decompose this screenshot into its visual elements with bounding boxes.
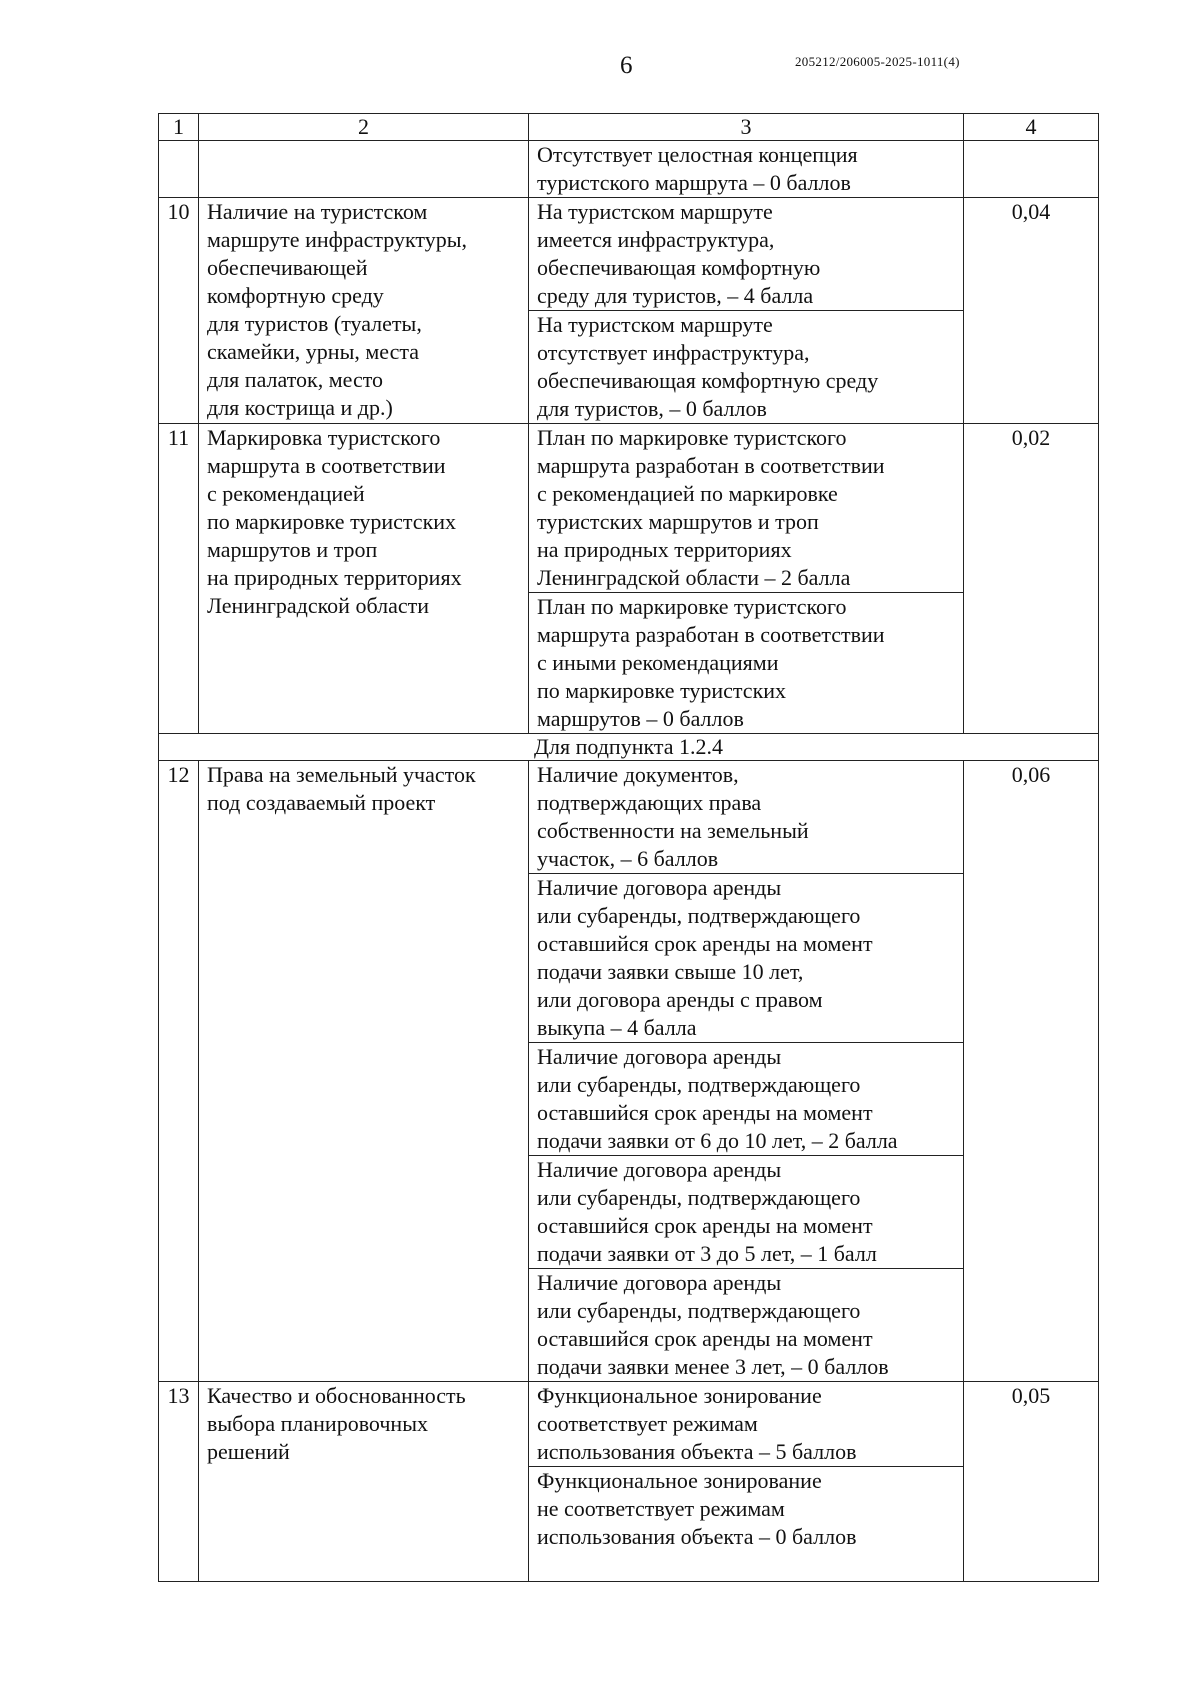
- criterion-line: Права на земельный участок: [207, 762, 476, 787]
- scoring-option: [529, 761, 964, 874]
- continuation-row: [159, 141, 1099, 198]
- criterion-weight: 0,04: [964, 198, 1099, 424]
- criterion-number: 10: [159, 198, 199, 424]
- option-line: Отсутствует целостная концепция: [537, 142, 858, 167]
- section-title: Для подпункта 1.2.4: [159, 734, 1099, 761]
- option-line: оставшийся срок аренды на момент: [537, 931, 873, 956]
- option-line: с иными рекомендациями: [537, 650, 779, 675]
- column-header-4: 4: [964, 114, 1099, 141]
- document-id: 205212/206005-2025-1011(4): [795, 54, 960, 69]
- option-line: оставшийся срок аренды на момент: [537, 1213, 873, 1238]
- option-line: На туристском маршруте: [537, 312, 773, 337]
- criterion-line: маршрутов и троп: [207, 537, 378, 562]
- option-line: Функциональное зонирование: [537, 1468, 822, 1493]
- option-line: с рекомендацией по маркировке: [537, 481, 838, 506]
- option-line: или договора аренды с правом: [537, 987, 823, 1012]
- option-line: использования объекта – 0 баллов: [537, 1524, 857, 1549]
- column-header-1: 1: [159, 114, 199, 141]
- criterion-description: [199, 761, 529, 1382]
- option-line: туристского маршрута – 0 баллов: [537, 170, 851, 195]
- option-line: маршрутов – 0 баллов: [537, 706, 744, 731]
- criterion-line: Ленинградской области: [207, 593, 429, 618]
- section-row: [159, 734, 1099, 761]
- criterion-row: [159, 424, 1099, 593]
- option-line: План по маркировке туристского: [537, 425, 847, 450]
- criterion-weight: 0,06: [964, 761, 1099, 1382]
- option-line: соответствует режимам: [537, 1411, 758, 1436]
- criterion-line: для палаток, место: [207, 367, 384, 392]
- scoring-option: [529, 311, 964, 424]
- criterion-number: 11: [159, 424, 199, 734]
- criterion-line: для кострища и др.): [207, 395, 393, 420]
- option-line: отсутствует инфраструктура,: [537, 340, 810, 365]
- criterion-line: решений: [207, 1439, 290, 1464]
- option-line: имеется инфраструктура,: [537, 227, 775, 252]
- criterion-line: Наличие на туристском: [207, 199, 428, 224]
- option-line: собственности на земельный: [537, 818, 809, 843]
- option-line: использования объекта – 5 баллов: [537, 1439, 857, 1464]
- option-line: Ленинградской области – 2 балла: [537, 565, 851, 590]
- option-line: оставшийся срок аренды на момент: [537, 1326, 873, 1351]
- criterion-line: для туристов (туалеты,: [207, 311, 422, 336]
- option-line: подачи заявки от 3 до 5 лет, – 1 балл: [537, 1241, 877, 1266]
- criteria-table: [158, 113, 1099, 1582]
- option-line: или субаренды, подтверждающего: [537, 1185, 861, 1210]
- criterion-line: комфортную среду: [207, 283, 384, 308]
- scoring-option: [529, 198, 964, 311]
- criterion-row: [159, 198, 1099, 311]
- option-line: обеспечивающая комфортную: [537, 255, 821, 280]
- continuation-weight-cell: [964, 141, 1099, 198]
- scoring-option: [529, 1382, 964, 1467]
- criteria-table-body: [159, 114, 1099, 1582]
- scoring-option: [529, 1043, 964, 1156]
- criterion-description: [199, 424, 529, 734]
- option-line: обеспечивающая комфортную среду: [537, 368, 879, 393]
- criterion-row: [159, 761, 1099, 874]
- criterion-row: [159, 1382, 1099, 1467]
- option-line: На туристском маршруте: [537, 199, 773, 224]
- continuation-option-cell: [529, 141, 964, 198]
- option-line: участок, – 6 баллов: [537, 846, 719, 871]
- option-line: подачи заявки свыше 10 лет,: [537, 959, 804, 984]
- option-line: Наличие договора аренды: [537, 875, 782, 900]
- criterion-weight: 0,05: [964, 1382, 1099, 1582]
- option-line: маршрута разработан в соответствии: [537, 453, 885, 478]
- option-line: подачи заявки менее 3 лет, – 0 баллов: [537, 1354, 889, 1379]
- criterion-line: Маркировка туристского: [207, 425, 441, 450]
- option-line: на природных территориях: [537, 537, 792, 562]
- option-line: подачи заявки от 6 до 10 лет, – 2 балла: [537, 1128, 898, 1153]
- criterion-line: маршрута в соответствии: [207, 453, 446, 478]
- criterion-description: [199, 198, 529, 424]
- option-line: или субаренды, подтверждающего: [537, 1072, 861, 1097]
- option-line: или субаренды, подтверждающего: [537, 1298, 861, 1323]
- option-line: туристских маршрутов и троп: [537, 509, 819, 534]
- scoring-option: [529, 1467, 964, 1582]
- scoring-option: [529, 1156, 964, 1269]
- option-line: Наличие договора аренды: [537, 1044, 782, 1069]
- option-line: по маркировке туристских: [537, 678, 787, 703]
- criterion-line: на природных территориях: [207, 565, 462, 590]
- option-line: Функциональное зонирование: [537, 1383, 822, 1408]
- option-line: не соответствует режимам: [537, 1496, 785, 1521]
- continuation-num-cell: [159, 141, 199, 198]
- scoring-option: [529, 593, 964, 734]
- option-line: Наличие договора аренды: [537, 1157, 782, 1182]
- criterion-line: скамейки, урны, места: [207, 339, 420, 364]
- criterion-line: обеспечивающей: [207, 255, 368, 280]
- option-line: или субаренды, подтверждающего: [537, 903, 861, 928]
- criterion-line: под создаваемый проект: [207, 790, 436, 815]
- column-header-row: [159, 114, 1099, 141]
- option-line: Наличие договора аренды: [537, 1270, 782, 1295]
- scoring-option: [529, 874, 964, 1043]
- option-line: выкупа – 4 балла: [537, 1015, 697, 1040]
- criterion-number: 13: [159, 1382, 199, 1582]
- column-header-3: 3: [529, 114, 964, 141]
- criterion-line: маршруте инфраструктуры,: [207, 227, 467, 252]
- continuation-criterion-cell: [199, 141, 529, 198]
- option-line: подтверждающих права: [537, 790, 762, 815]
- option-line: для туристов, – 0 баллов: [537, 396, 767, 421]
- criterion-weight: 0,02: [964, 424, 1099, 734]
- option-line: среду для туристов, – 4 балла: [537, 283, 814, 308]
- criterion-description: [199, 1382, 529, 1582]
- option-line: Наличие документов,: [537, 762, 739, 787]
- scoring-option: [529, 424, 964, 593]
- criterion-line: Качество и обоснованность: [207, 1383, 466, 1408]
- option-line: оставшийся срок аренды на момент: [537, 1100, 873, 1125]
- criterion-line: с рекомендацией: [207, 481, 365, 506]
- criterion-line: по маркировке туристских: [207, 509, 457, 534]
- page-number: 6: [620, 52, 633, 79]
- option-line: маршрута разработан в соответствии: [537, 622, 885, 647]
- option-line: План по маркировке туристского: [537, 594, 847, 619]
- criterion-line: выбора планировочных: [207, 1411, 428, 1436]
- scoring-option: [529, 1269, 964, 1382]
- column-header-2: 2: [199, 114, 529, 141]
- criterion-number: 12: [159, 761, 199, 1382]
